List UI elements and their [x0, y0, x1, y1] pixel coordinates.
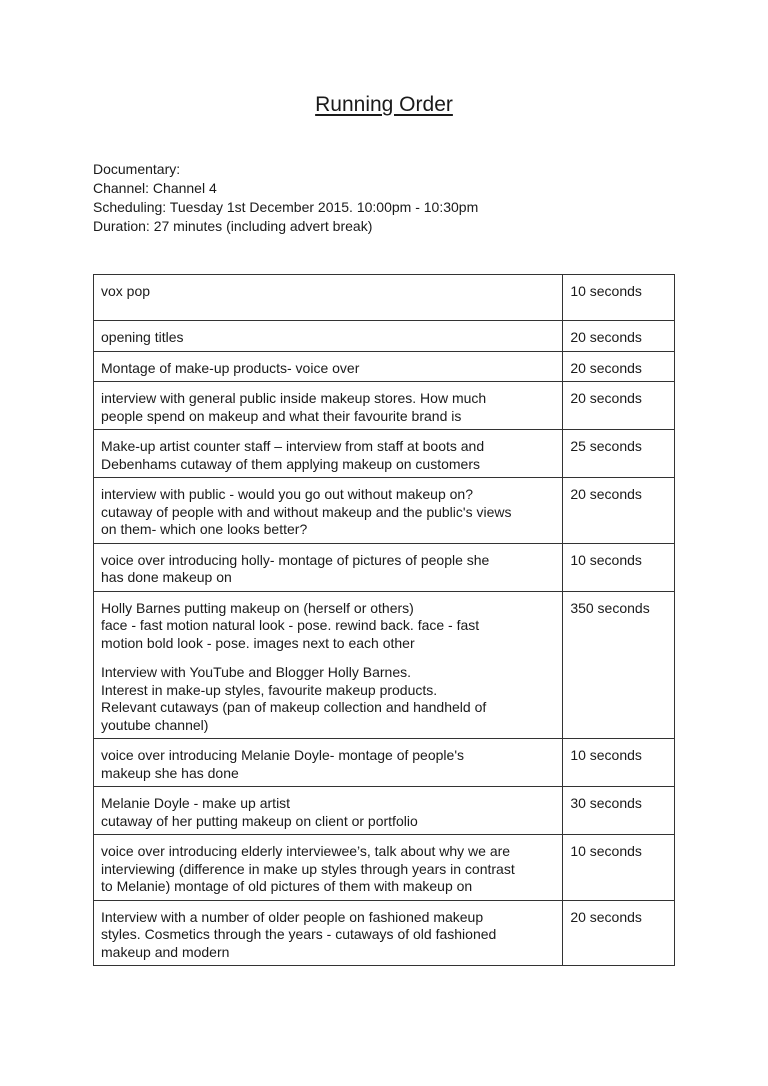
segment-description — [94, 275, 563, 321]
description-line: motion bold look - pose. images next to each other — [101, 634, 415, 651]
table-row — [94, 900, 675, 966]
segment-description — [94, 835, 563, 901]
segment-duration: 10 seconds — [563, 543, 675, 591]
description-line: styles. Cosmetics through the years - cutaways of old fashioned — [101, 926, 497, 942]
description-line: Make-up artist counter staff – interview from staff at boots and — [101, 438, 485, 454]
segment-description — [94, 787, 563, 835]
paragraph-gap — [101, 652, 556, 664]
segment-duration: 20 seconds — [563, 382, 675, 430]
channel-info: Channel: Channel 4 — [93, 180, 217, 196]
running-order-rows — [94, 275, 675, 966]
table-row — [94, 321, 675, 352]
segment-description — [94, 478, 563, 544]
description-line: face - fast motion natural look - pose. rewind back. face - fast — [101, 617, 480, 633]
table-row — [94, 478, 675, 544]
table-row — [94, 351, 675, 382]
segment-description — [94, 739, 563, 787]
table-row — [94, 275, 675, 321]
description-line: Holly Barnes putting makeup on (herself or others) — [101, 599, 414, 616]
page-title: Running Order — [315, 93, 453, 116]
segment-duration: 20 seconds — [563, 478, 675, 544]
segment-duration: 25 seconds — [563, 430, 675, 478]
description-line: Interview with YouTube and Blogger Holly Barnes. — [101, 664, 411, 680]
description-line: people spend on makeup and what their favourite brand is — [101, 407, 462, 424]
table-row — [94, 591, 675, 739]
documentary-label: Documentary: — [93, 161, 181, 177]
running-order-table — [93, 274, 675, 966]
description-line: Interest in make-up styles, favourite makeup products. — [101, 681, 438, 698]
segment-description — [94, 543, 563, 591]
table-row — [94, 787, 675, 835]
segment-duration: 20 seconds — [563, 900, 675, 966]
description-line: interview with general public inside makeup stores. How much — [101, 390, 487, 406]
description-line: Interview with a number of older people on fashioned makeup — [101, 908, 484, 925]
segment-duration: 10 seconds — [563, 739, 675, 787]
description-line: Melanie Doyle - make up artist — [101, 795, 291, 811]
segment-description — [94, 591, 563, 739]
description-line: to Melanie) montage of old pictures of them with makeup on — [101, 878, 473, 894]
table-row — [94, 835, 675, 901]
description-line: has done makeup on — [101, 569, 232, 585]
segment-duration: 20 seconds — [563, 321, 675, 352]
segment-description — [94, 900, 563, 966]
table-row — [94, 543, 675, 591]
description-line: cutaway of her putting makeup on client or portfolio — [101, 812, 418, 829]
description-line: youtube channel) — [101, 716, 209, 733]
description-line: makeup and modern — [101, 943, 230, 960]
description-line: voice over introducing elderly interviewee’s, talk about why we are — [101, 843, 511, 859]
description-line: voice over introducing Melanie Doyle- montage of people's — [101, 747, 464, 763]
description-line: vox pop — [101, 283, 151, 299]
description-line: cutaway of people with and without makeup and the public's views — [101, 503, 512, 520]
segment-description — [94, 351, 563, 382]
segment-description — [94, 321, 563, 352]
segment-description — [94, 382, 563, 430]
table-row — [94, 739, 675, 787]
segment-description — [94, 430, 563, 478]
segment-duration: 10 seconds — [563, 275, 675, 321]
description-line: interview with public - would you go out without makeup on? — [101, 486, 473, 502]
segment-duration: 350 seconds — [563, 591, 675, 739]
description-line: Relevant cutaways (pan of makeup collection and handheld of — [101, 699, 487, 715]
document-info — [93, 160, 478, 236]
table-row — [94, 430, 675, 478]
table-row — [94, 382, 675, 430]
segment-duration: 30 seconds — [563, 787, 675, 835]
segment-duration: 10 seconds — [563, 835, 675, 901]
description-line: interviewing (difference in make up styles through years in contrast — [101, 860, 515, 877]
description-line: Debenhams cutaway of them applying makeup on customers — [101, 455, 480, 472]
description-line: on them- which one looks better? — [101, 521, 308, 537]
description-line: opening titles — [101, 329, 184, 345]
description-line: voice over introducing holly- montage of pictures of people she — [101, 551, 490, 568]
scheduling-info: Scheduling: Tuesday 1st December 2015. 10:00pm - 10:30pm — [93, 199, 479, 215]
segment-duration: 20 seconds — [563, 351, 675, 382]
description-line: Montage of make-up products- voice over — [101, 359, 360, 376]
description-line: makeup she has done — [101, 764, 239, 781]
duration-info: Duration: 27 minutes (including advert break) — [93, 218, 373, 234]
